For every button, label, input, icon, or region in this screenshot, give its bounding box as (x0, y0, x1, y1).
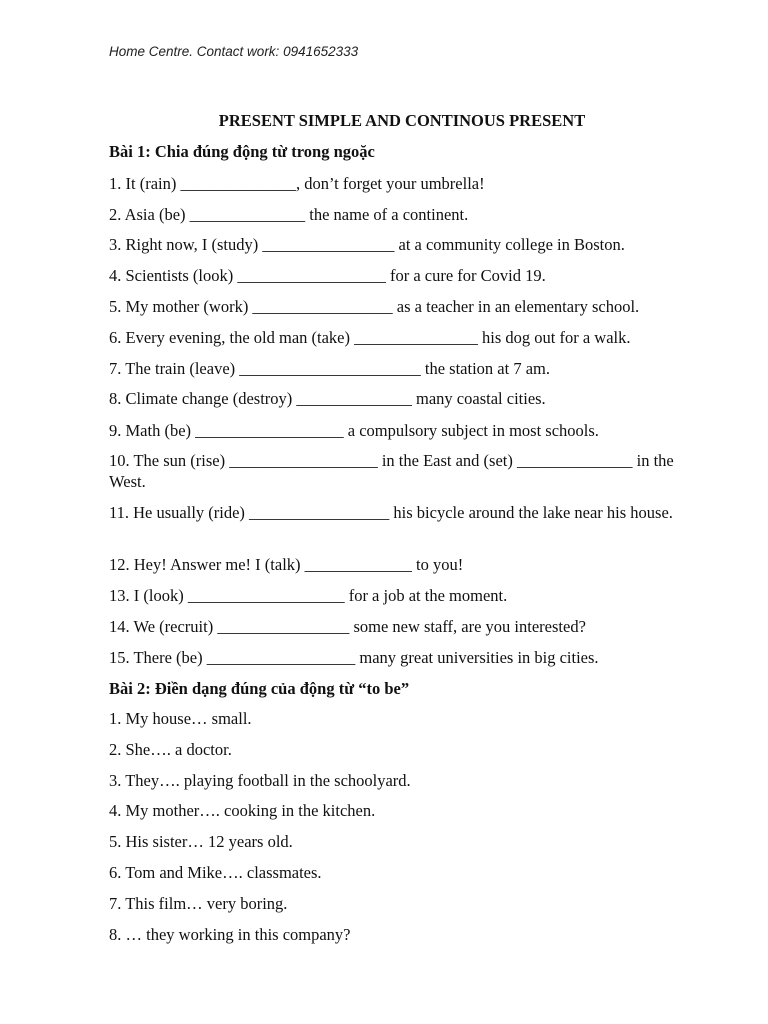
exercise-1-item: 4. Scientists (look) __________________ for a cure for Covid 19. (109, 266, 546, 285)
exercise-2-item: 3. They…. playing football in the schoolyard. (109, 771, 411, 790)
exercise-1-item: 1. It (rain) ______________, don’t forget your umbrella! (109, 174, 485, 193)
exercise-2-heading: Bài 2: Điền dạng đúng của động từ “to be” (109, 679, 410, 698)
exercise-2-item: 5. His sister… 12 years old. (109, 832, 293, 851)
exercise-1-item: 5. My mother (work) _________________ as a teacher in an elementary school. (109, 297, 640, 316)
exercise-2-item: 2. She…. a doctor. (109, 740, 232, 759)
exercise-2-item: 6. Tom and Mike…. classmates. (109, 863, 322, 882)
exercise-1-heading: Bài 1: Chia đúng động từ trong ngoặc (109, 142, 375, 161)
exercise-1-item: 9. Math (be) __________________ a compulsory subject in most schools. (109, 421, 599, 440)
exercise-2-item: 8. … they working in this company? (109, 925, 351, 944)
exercise-1-item: 12. Hey! Answer me! I (talk) _____________ to you! (109, 555, 464, 574)
exercise-1-item: 7. The train (leave) ______________________ the station at 7 am. (109, 359, 550, 378)
exercise-1-item: 14. We (recruit) ________________ some new staff, are you interested? (109, 617, 586, 636)
page-header: Home Centre. Contact work: 0941652333 (109, 44, 359, 59)
exercise-1-item: 2. Asia (be) ______________ the name of a continent. (109, 205, 469, 224)
exercise-2-item: 7. This film… very boring. (109, 894, 288, 913)
exercise-1-item: 10. The sun (rise) __________________ in the East and (set) ______________ in the West. (109, 451, 674, 491)
exercise-2-item: 4. My mother…. cooking in the kitchen. (109, 801, 376, 820)
exercise-1-item: 13. I (look) ___________________ for a job at the moment. (109, 586, 508, 605)
exercise-1-item: 3. Right now, I (study) ________________ at a community college in Boston. (109, 235, 625, 254)
exercise-1-item: 6. Every evening, the old man (take) _______________ his dog out for a walk. (109, 328, 631, 347)
exercise-1-item: 11. He usually (ride) _________________ his bicycle around the lake near his house. (109, 503, 673, 522)
exercise-2-item: 1. My house… small. (109, 709, 252, 728)
exercise-1-item: 15. There (be) __________________ many great universities in big cities. (109, 648, 599, 667)
worksheet-title: PRESENT SIMPLE AND CONTINOUS PRESENT (218, 111, 586, 130)
exercise-1-item: 8. Climate change (destroy) ______________ many coastal cities. (109, 389, 546, 408)
